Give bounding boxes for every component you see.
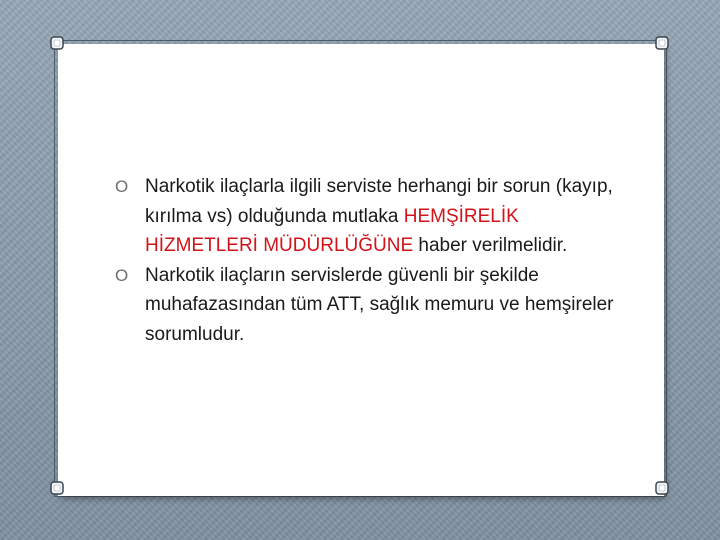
bullet-item	[115, 261, 615, 350]
corner-pin-icon	[655, 36, 669, 50]
card-left-edge-line	[54, 40, 55, 496]
bullet-marker-icon: O	[115, 177, 129, 196]
corner-pin-icon	[655, 481, 669, 495]
bullet-item	[115, 172, 615, 261]
card-bottom-edge-line	[54, 496, 666, 497]
bullet-highlight-text: HEMŞİRELİK HİZMETLERİ MÜDÜRLÜĞÜNE	[145, 205, 519, 256]
bullet-text: Narkotik ilaçlarla ilgili serviste herhangi bir sorun (kayıp, kırılma vs) olduğunda mutlaka	[145, 176, 613, 227]
corner-pin-icon	[50, 481, 64, 495]
bullet-marker-icon: O	[115, 265, 129, 285]
card-right-edge-line	[666, 40, 667, 496]
bullet-list	[115, 172, 615, 349]
corner-pin-icon	[50, 36, 64, 50]
bullet-text: Narkotik ilaçların servislerde güvenli bir şekilde muhafazasından tüm ATT, sağlık memuru ve hemşireler sorumludur.	[145, 264, 614, 345]
card-top-edge-line	[54, 40, 666, 41]
bullet-text-end: haber verilmelidir.	[413, 235, 568, 256]
